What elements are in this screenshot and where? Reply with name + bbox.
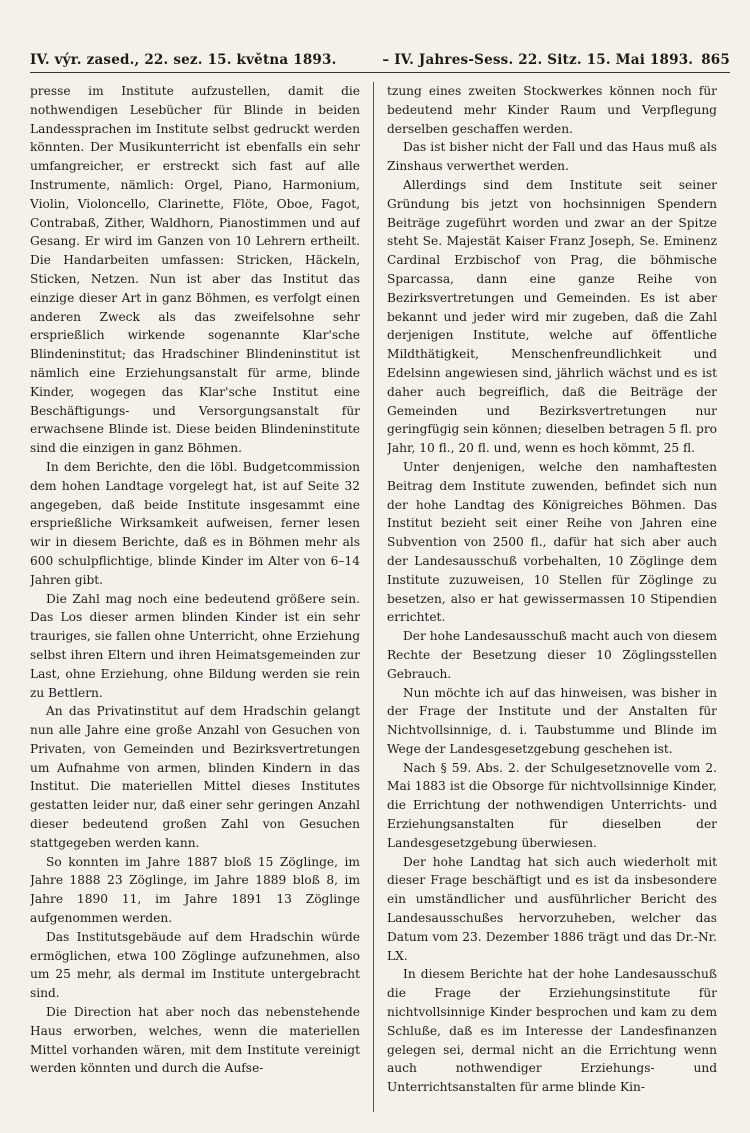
paragraph: Nach § 59. Abs. 2. der Schulgesetznovelle vom 2. Mai 1883 ist die Obsorge für nichtvollsinnige Kinder, die Errichtung der nothwendigen Unterrichts- und Erziehungsanstalten für dieselben der Landesgesetzgebung überwiesen. (387, 760, 717, 850)
paragraph: Der hohe Landtag hat sich auch wiederholt mit dieser Frage beschäftigt und es ist da insbesondere ein umständlicher und ausführlicher Bericht des Landesausschußes hervorzuheben, welcher das Datum vom 23. Dezember 1886 trägt und das Dr.-Nr. LX. (387, 854, 717, 963)
paragraph: Das ist bisher nicht der Fall und das Haus muß als Zinshaus verwerthet werden. (387, 140, 717, 174)
paragraph: Der hohe Landesausschuß macht auch von diesem Rechte der Besetzung dieser 10 Zöglingsstellen Gebrauch. (387, 629, 717, 681)
paragraph: In diesem Berichte hat der hohe Landesausschuß die Frage der Erziehungsinstitute für nichtvollsinnige Kinder besprochen und kam zu dem Schluße, daß es im Interesse der Landesfinanzen gelegen sei, dermal nicht an die Errichtung wenn auch nothwendiger Erziehungs- und Unterrichtsanstalten für arme blinde Kin- (387, 967, 717, 1095)
paragraph: tzung eines zweiten Stockwerkes können noch für bedeutend mehr Kinder Raum und Verpflegung derselben geschaffen werden. (387, 84, 717, 136)
left-column (30, 82, 360, 1112)
paragraph: Die Zahl mag noch eine bedeutend größere sein. Das Los dieser armen blinden Kinder ist ein sehr trauriges, sie fallen ohne Unterricht, ohne Erziehung selbst ihren Eltern und ihren Heimatsgemeinden zur Last, ohne Erziehung, ohne Bildung werden sie rein zu Bettlern. (30, 591, 360, 700)
header-german-text: – IV. Jahres-Sess. 22. Sitz. 15. Mai 1893. (382, 52, 694, 68)
paragraph: Das Institutsgebäude auf dem Hradschin würde ermöglichen, etwa 100 Zöglinge aufzunehmen, also um 25 mehr, als dermal im Institute untergebracht sind. (30, 929, 360, 1001)
paragraph: presse im Institute aufzustellen, damit die nothwendigen Lesebücher für Blinde in beiden Landessprachen im Institute selbst gedruckt werden könnten. Der Musikunterricht ist ebenfalls ein sehr umfangreicher, er erstreckt sich fast auf alle Instrumente, nämlich: Orgel, Piano, Harmonium, Violin, Violoncello, Clarinette, Flöte, Oboe, Fagot, Contrabaß, Zither, Waldhorn, Pianostimmen und auf Gesang. Er wird im Ganzen von 10 Lehrern ertheilt. Die Handarbeiten umfassen: Stricken, Häckeln, Sticken, Netzen. Nun ist aber das Institut das einzige dieser Art in ganz Böhmen, es verfolgt einen anderen Zweck als das zweifelsohne sehr ersprießlich wirkende sogenannte Klar'sche Blindeninstitut; das Hradschiner Blindeninstitut ist nämlich eine Erziehungsanstalt für arme, blinde Kinder, wogegen das Klar'sche Institut eine Beschäftigungs- und Versorgungsanstalt für erwachsene Blinde ist. Diese beiden Blindeninstitute sind die einzigen in ganz Böhmen. (30, 84, 360, 456)
paragraph: Die Direction hat aber noch das nebenstehende Haus erworben, welches, wenn die materiellen Mittel vorhanden wären, mit dem Institute vereinigt werden könnten und durch die Aufse- (30, 1005, 360, 1076)
header-czech: IV. výr. zased., 22. sez. 15. května 1893. (30, 52, 337, 68)
paragraph: Allerdings sind dem Institute seit seiner Gründung bis jetzt von hochsinnigen Spendern Beiträge zugeführt worden und zwar an der Spitze steht Se. Majestät Kaiser Franz Joseph, Se. Eminenz Cardinal Erzbischof von Prag, die böhmische Sparcassa, dann eine ganze Reihe von Bezirksvertretungen und Gemeinden. Es ist aber bekannt und jeder wird mir zugeben, daß die Zahl derjenigen Institute, welche auf öffentliche Mildthätigkeit, Menschenfreundlichkeit und Edelsinn angewiesen sind, jährlich wächst und es ist daher auch begreiflich, daß die Beiträge der Gemeinden und Bezirksvertretungen nur geringfügig sein können; dieselben betragen 5 fl. pro Jahr, 10 fl., 20 fl. und, wenn es hoch kömmt, 25 fl. (387, 177, 717, 456)
page-number: 865 (701, 52, 730, 68)
paragraph: Unter denjenigen, welche den namhaftesten Beitrag dem Institute zuwenden, befindet sich nun der hohe Landtag des Königreiches Böhmen. Das Institut bezieht seit einer Reihe von Jahren eine Subvention von 2500 fl., dafür hat sich aber auch der Landesausschuß vorbehalten, 10 Zöglinge dem Institute zuzuweisen, 10 Stellen für Zöglinge zu besetzen, also er hat gewissermassen 10 Stipendien errichtet. (387, 459, 717, 625)
column-divider (373, 82, 374, 1112)
header-german (382, 52, 730, 68)
right-column (387, 82, 717, 1112)
header-rule (30, 72, 730, 73)
paragraph: An das Privatinstitut auf dem Hradschin gelangt nun alle Jahre eine große Anzahl von Gesuchen von Privaten, von Gemeinden und Bezirksvertretungen um Aufnahme von armen, blinden Kindern in das Institut. Die materiellen Mittel dieses Institutes gestatten leider nur, daß einer sehr geringen Anzahl dieser bedeutend großen Zahl von Gesuchen stattgegeben werden kann. (30, 704, 360, 850)
paragraph: In dem Berichte, den die löbl. Budgetcommission dem hohen Landtage vorgelegt hat, ist auf Seite 32 angegeben, daß beide Institute insgesammt eine ersprießliche Wirksamkeit aufweisen, ferner lesen wir in diesem Berichte, daß es in Böhmen mehr als 600 schulpflichtige, blinde Kinder im Alter von 6–14 Jahren gibt. (30, 459, 360, 587)
page-header (30, 52, 730, 68)
paragraph: So konnten im Jahre 1887 bloß 15 Zöglinge, im Jahre 1888 23 Zöglinge, im Jahre 1889 bloß 8, im Jahre 1890 11, im Jahre 1891 13 Zöglinge aufgenommen werden. (30, 854, 360, 926)
paragraph: Nun möchte ich auf das hinweisen, was bisher in der Frage der Institute und der Anstalten für Nichtvollsinnige, d. i. Taubstumme und Blinde im Wege der Landesgesetzgebung geschehen ist. (387, 685, 717, 756)
